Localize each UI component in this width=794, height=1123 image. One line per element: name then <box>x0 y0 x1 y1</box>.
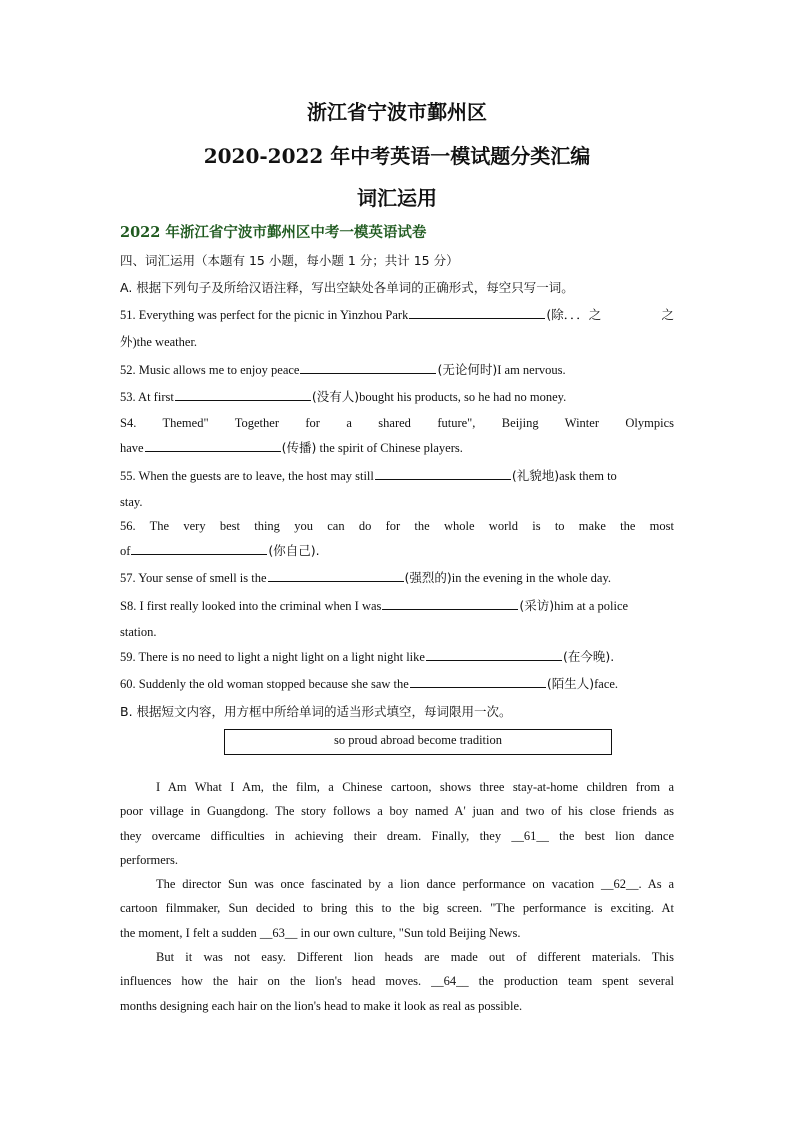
answer-blank[interactable] <box>145 438 281 452</box>
section-title: 2022 年浙江省宁波市鄞州区中考一模英语试卷 <box>120 224 427 241</box>
q51-text-cont: 外)the weather. <box>120 335 198 349</box>
part4-header: 四、词汇运用（本题有 15 小题，每小题 1 分；共计 15 分） <box>120 253 459 268</box>
passage-paragraph-2 <box>120 872 674 945</box>
title-exam: 2020-2022 年中考英语一模试题分类汇编 <box>203 144 591 168</box>
question-53: 53. At first (没有人)bought his products, so he had no money. <box>120 389 567 404</box>
partA-instruction: A. 根据下列句子及所给汉语注释，写出空缺处各单词的正确形式，每空只写一词。 <box>120 280 574 295</box>
question-51: 51. Everything was perfect for the picnic in Yinzhou Park (除．．．之 之 <box>120 307 674 322</box>
q51-hint: (除．．．之 <box>546 307 602 322</box>
answer-blank[interactable] <box>409 305 545 319</box>
question-55-cont: stay. <box>120 495 143 509</box>
passage-line: But it was not easy. Different lion heads are made out of different materials. This <box>156 950 674 964</box>
question-58: S8. I first really looked into the criminal when I was (采访)him at a police <box>120 598 629 613</box>
answer-blank[interactable] <box>268 568 404 582</box>
answer-blank[interactable] <box>175 387 311 401</box>
question-59: 59. There is no need to light a night light on a light night like (在今晚). <box>120 649 615 664</box>
question-54: S4. Themed" Together for a shared future", Beijing Winter Olympics <box>120 416 674 430</box>
q51-text: 51. Everything was perfect for the picnic in Yinzhou Park <box>120 308 409 322</box>
passage-line: the moment, I felt a sudden __63__ in our own culture, "Sun told Beijing News. <box>120 925 521 940</box>
passage-line: performers. <box>120 852 178 867</box>
question-56: 56. The very best thing you can do for the whole world is to make the most <box>120 519 674 533</box>
question-55: 55. When the guests are to leave, the host may still (礼貌地)ask them to <box>120 468 617 483</box>
question-54-cont: have (传播) the spirit of Chinese players. <box>120 440 463 455</box>
question-56-cont: of (你自己). <box>120 543 320 558</box>
title-region: 浙江省宁波市鄞州区 <box>307 100 487 124</box>
passage-line: influences how the hair on the lion's head moves. __64__ the production team spent several <box>120 974 674 989</box>
question-57: 57. Your sense of smell is the (强烈的)in the evening in the whole day. <box>120 570 612 585</box>
question-60: 60. Suddenly the old woman stopped because she saw the (陌生人)face. <box>120 676 619 691</box>
passage-paragraph-1 <box>120 775 674 872</box>
question-58-cont: station. <box>120 625 157 639</box>
partB-instruction: B. 根据短文内容，用方框中所给单词的适当形式填空，每词限用一次。 <box>120 704 512 719</box>
answer-blank[interactable] <box>382 596 518 610</box>
answer-blank[interactable] <box>410 674 546 688</box>
answer-blank[interactable] <box>300 360 436 374</box>
answer-blank[interactable] <box>375 466 511 480</box>
answer-blank[interactable] <box>426 647 562 661</box>
answer-blank[interactable] <box>131 541 267 555</box>
question-51-cont <box>120 330 674 354</box>
passage-line: poor village in Guangdong. The story follows a boy named A' juan and two of his close friends as <box>120 804 674 819</box>
passage-paragraph-3 <box>120 945 674 1018</box>
passage-line: months designing each hair on the lion's head to make it look as real as possible. <box>120 998 523 1013</box>
passage-line: they overcame difficulties in achieving their dream. Finally, they __61__ the best lion dance <box>120 828 674 843</box>
word-box: so proud abroad become tradition <box>224 729 612 755</box>
question-52: 52. Music allows me to enjoy peace (无论何时)I am nervous. <box>120 362 566 377</box>
passage-line: I Am What I Am, the film, a Chinese cartoon, shows three stay-at-home children from a <box>156 780 674 794</box>
passage-line: The director Sun was once fascinated by a lion dance performance on vacation __62__. As a <box>156 877 674 891</box>
title-topic: 词汇运用 <box>357 186 437 210</box>
passage-line: cartoon filmmaker, Sun decided to bring this to the big screen. "The performance is exciting. At <box>120 901 674 916</box>
